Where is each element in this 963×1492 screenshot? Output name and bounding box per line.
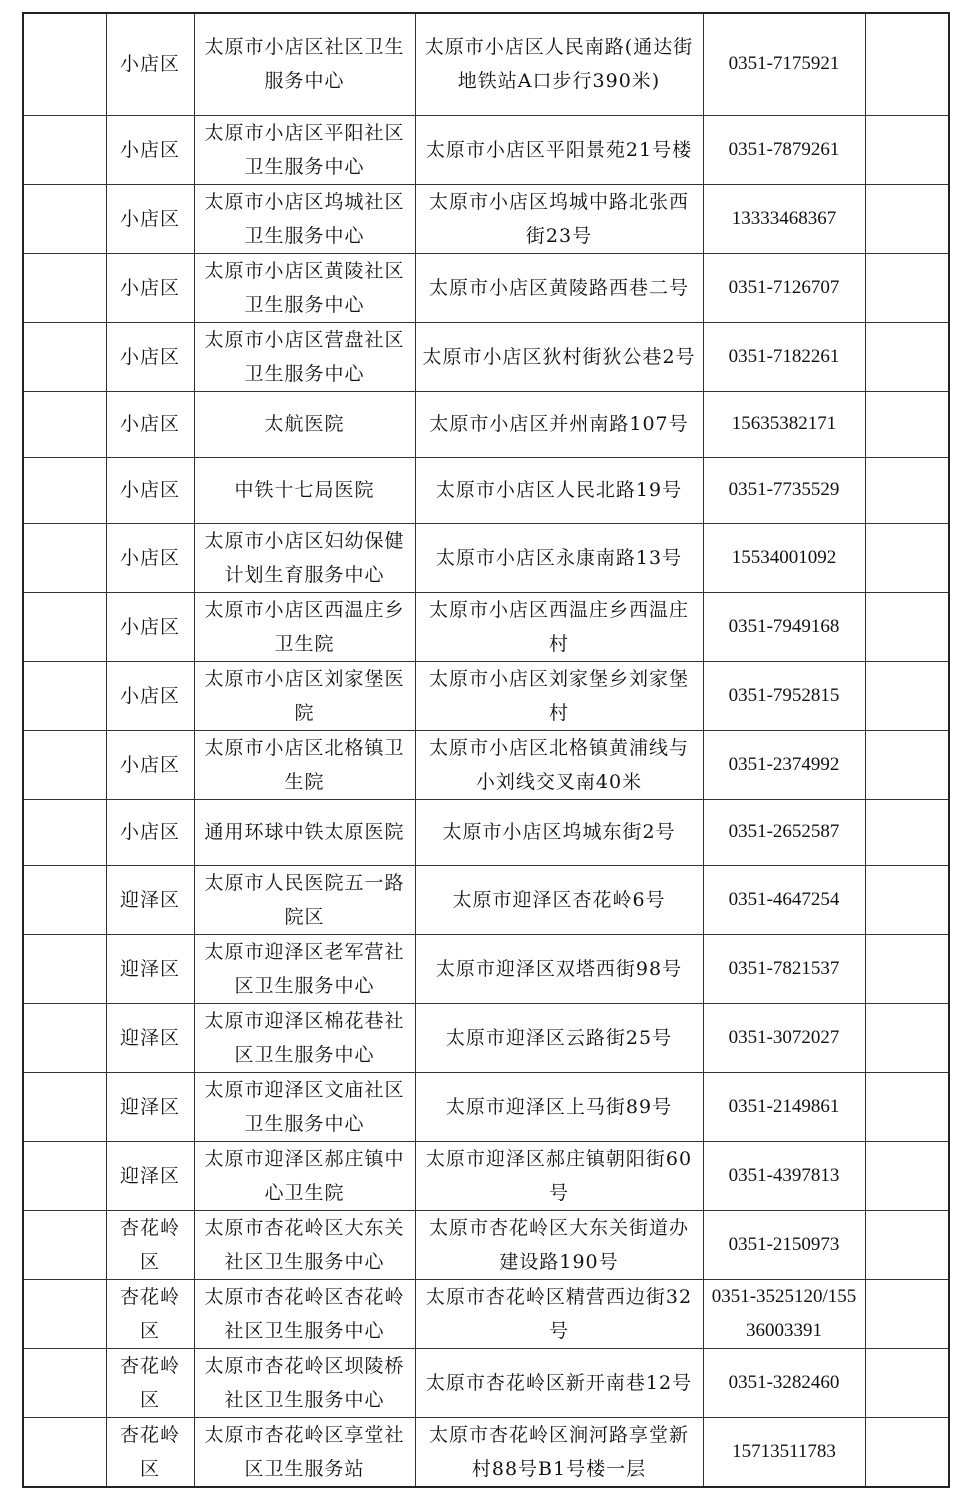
phone-cell: 15534001092: [703, 523, 865, 592]
index-cell: [23, 592, 106, 661]
phone-cell: 0351-7821537: [703, 934, 865, 1003]
table-row: [23, 1003, 949, 1072]
district-cell: 小店区: [106, 523, 194, 592]
table-row: [23, 592, 949, 661]
district-cell: 小店区: [106, 391, 194, 457]
address-cell: 太原市小店区黄陵路西巷二号: [415, 253, 703, 322]
address-cell: 太原市迎泽区杏花岭6号: [415, 865, 703, 934]
index-cell: [23, 457, 106, 523]
address-cell: 太原市杏花岭区新开南巷12号: [415, 1348, 703, 1417]
table-body: [23, 13, 949, 1487]
index-cell: [23, 730, 106, 799]
note-cell: [865, 1348, 949, 1417]
institution-name-cell: 太原市迎泽区文庙社区卫生服务中心: [194, 1072, 415, 1141]
index-cell: [23, 13, 106, 115]
phone-cell: 0351-7952815: [703, 661, 865, 730]
institution-name-cell: 太原市杏花岭区坝陵桥社区卫生服务中心: [194, 1348, 415, 1417]
address-cell: 太原市杏花岭区大东关街道办建设路190号: [415, 1210, 703, 1279]
table-row: [23, 1348, 949, 1417]
institution-name-cell: 太原市杏花岭区大东关社区卫生服务中心: [194, 1210, 415, 1279]
address-cell: 太原市杏花岭区精营西边街32号: [415, 1279, 703, 1348]
address-cell: 太原市小店区北格镇黄浦线与小刘线交叉南40米: [415, 730, 703, 799]
note-cell: [865, 184, 949, 253]
table-row: [23, 730, 949, 799]
table-row: [23, 322, 949, 391]
district-cell: 小店区: [106, 661, 194, 730]
district-cell: 小店区: [106, 13, 194, 115]
index-cell: [23, 115, 106, 184]
phone-cell: 0351-7182261: [703, 322, 865, 391]
institution-table: [22, 12, 950, 1488]
institution-name-cell: 太原市小店区黄陵社区卫生服务中心: [194, 253, 415, 322]
phone-cell: 0351-2374992: [703, 730, 865, 799]
institution-name-cell: 中铁十七局医院: [194, 457, 415, 523]
table-row: [23, 13, 949, 115]
index-cell: [23, 184, 106, 253]
institution-name-cell: 太原市小店区平阳社区卫生服务中心: [194, 115, 415, 184]
index-cell: [23, 322, 106, 391]
phone-cell: 0351-4397813: [703, 1141, 865, 1210]
index-cell: [23, 1417, 106, 1487]
district-cell: 杏花岭区: [106, 1210, 194, 1279]
phone-cell: 15713511783: [703, 1417, 865, 1487]
index-cell: [23, 1141, 106, 1210]
address-cell: 太原市小店区刘家堡乡刘家堡村: [415, 661, 703, 730]
district-cell: 杏花岭区: [106, 1417, 194, 1487]
note-cell: [865, 523, 949, 592]
table-row: [23, 1210, 949, 1279]
index-cell: [23, 523, 106, 592]
index-cell: [23, 391, 106, 457]
phone-cell: 0351-3072027: [703, 1003, 865, 1072]
district-cell: 小店区: [106, 184, 194, 253]
institution-name-cell: 通用环球中铁太原医院: [194, 799, 415, 865]
district-cell: 杏花岭区: [106, 1279, 194, 1348]
address-cell: 太原市小店区人民北路19号: [415, 457, 703, 523]
institution-name-cell: 太原市小店区西温庄乡卫生院: [194, 592, 415, 661]
table-row: [23, 661, 949, 730]
phone-cell: 0351-7175921: [703, 13, 865, 115]
note-cell: [865, 115, 949, 184]
table-row: [23, 115, 949, 184]
note-cell: [865, 1072, 949, 1141]
index-cell: [23, 1210, 106, 1279]
note-cell: [865, 1279, 949, 1348]
note-cell: [865, 322, 949, 391]
district-cell: 小店区: [106, 457, 194, 523]
note-cell: [865, 1210, 949, 1279]
table-row: [23, 1072, 949, 1141]
note-cell: [865, 391, 949, 457]
phone-cell: 0351-7735529: [703, 457, 865, 523]
institution-name-cell: 太原市小店区北格镇卫生院: [194, 730, 415, 799]
phone-cell: 0351-7879261: [703, 115, 865, 184]
address-cell: 太原市迎泽区双塔西街98号: [415, 934, 703, 1003]
table-row: [23, 523, 949, 592]
phone-cell: 0351-2652587: [703, 799, 865, 865]
index-cell: [23, 799, 106, 865]
district-cell: 迎泽区: [106, 1003, 194, 1072]
district-cell: 小店区: [106, 730, 194, 799]
table-row: [23, 253, 949, 322]
note-cell: [865, 1141, 949, 1210]
address-cell: 太原市小店区西温庄乡西温庄村: [415, 592, 703, 661]
address-cell: 太原市小店区永康南路13号: [415, 523, 703, 592]
index-cell: [23, 253, 106, 322]
note-cell: [865, 934, 949, 1003]
table-row: [23, 865, 949, 934]
index-cell: [23, 865, 106, 934]
phone-cell: 0351-4647254: [703, 865, 865, 934]
institution-name-cell: 太原市迎泽区棉花巷社区卫生服务中心: [194, 1003, 415, 1072]
table-row: [23, 1417, 949, 1487]
institution-name-cell: 太原市迎泽区郝庄镇中心卫生院: [194, 1141, 415, 1210]
address-cell: 太原市小店区平阳景苑21号楼: [415, 115, 703, 184]
index-cell: [23, 934, 106, 1003]
institution-name-cell: 太原市小店区营盘社区卫生服务中心: [194, 322, 415, 391]
table-row: [23, 934, 949, 1003]
note-cell: [865, 730, 949, 799]
institution-name-cell: 太航医院: [194, 391, 415, 457]
institution-name-cell: 太原市小店区妇幼保健计划生育服务中心: [194, 523, 415, 592]
index-cell: [23, 1279, 106, 1348]
note-cell: [865, 592, 949, 661]
institution-name-cell: 太原市杏花岭区享堂社区卫生服务站: [194, 1417, 415, 1487]
district-cell: 小店区: [106, 322, 194, 391]
table-row: [23, 1279, 949, 1348]
district-cell: 小店区: [106, 799, 194, 865]
index-cell: [23, 1072, 106, 1141]
institution-name-cell: 太原市小店区坞城社区卫生服务中心: [194, 184, 415, 253]
note-cell: [865, 253, 949, 322]
table-row: [23, 391, 949, 457]
phone-cell: 0351-3525120/15536003391: [703, 1279, 865, 1348]
phone-cell: 0351-2149861: [703, 1072, 865, 1141]
note-cell: [865, 1417, 949, 1487]
index-cell: [23, 1003, 106, 1072]
phone-cell: 0351-7126707: [703, 253, 865, 322]
note-cell: [865, 457, 949, 523]
district-cell: 小店区: [106, 115, 194, 184]
institution-name-cell: 太原市小店区刘家堡医院: [194, 661, 415, 730]
table-row: [23, 184, 949, 253]
index-cell: [23, 1348, 106, 1417]
note-cell: [865, 799, 949, 865]
note-cell: [865, 1003, 949, 1072]
institution-name-cell: 太原市杏花岭区杏花岭社区卫生服务中心: [194, 1279, 415, 1348]
address-cell: 太原市小店区人民南路(通达街地铁站A口步行390米): [415, 13, 703, 115]
phone-cell: 0351-3282460: [703, 1348, 865, 1417]
phone-cell: 0351-2150973: [703, 1210, 865, 1279]
address-cell: 太原市小店区坞城中路北张西街23号: [415, 184, 703, 253]
phone-cell: 15635382171: [703, 391, 865, 457]
district-cell: 杏花岭区: [106, 1348, 194, 1417]
note-cell: [865, 865, 949, 934]
institution-name-cell: 太原市人民医院五一路院区: [194, 865, 415, 934]
district-cell: 小店区: [106, 253, 194, 322]
table-row: [23, 457, 949, 523]
address-cell: 太原市小店区并州南路107号: [415, 391, 703, 457]
institution-name-cell: 太原市迎泽区老军营社区卫生服务中心: [194, 934, 415, 1003]
index-cell: [23, 661, 106, 730]
phone-cell: 13333468367: [703, 184, 865, 253]
note-cell: [865, 13, 949, 115]
address-cell: 太原市迎泽区云路街25号: [415, 1003, 703, 1072]
district-cell: 迎泽区: [106, 934, 194, 1003]
table-row: [23, 799, 949, 865]
address-cell: 太原市杏花岭区涧河路享堂新村88号B1号楼一层: [415, 1417, 703, 1487]
phone-cell: 0351-7949168: [703, 592, 865, 661]
note-cell: [865, 661, 949, 730]
address-cell: 太原市小店区坞城东街2号: [415, 799, 703, 865]
district-cell: 迎泽区: [106, 865, 194, 934]
institution-name-cell: 太原市小店区社区卫生服务中心: [194, 13, 415, 115]
district-cell: 迎泽区: [106, 1072, 194, 1141]
address-cell: 太原市迎泽区郝庄镇朝阳街60号: [415, 1141, 703, 1210]
district-cell: 小店区: [106, 592, 194, 661]
address-cell: 太原市迎泽区上马街89号: [415, 1072, 703, 1141]
district-cell: 迎泽区: [106, 1141, 194, 1210]
address-cell: 太原市小店区狄村街狄公巷2号: [415, 322, 703, 391]
table-row: [23, 1141, 949, 1210]
